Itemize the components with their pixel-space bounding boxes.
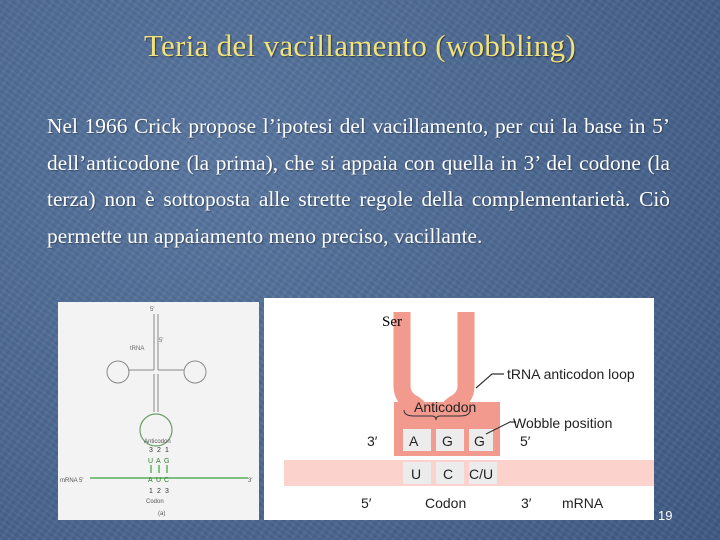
acceptor-stem [154,314,158,370]
label-5-right: 5′ [520,433,531,449]
label-3-left: 3′ [367,433,378,449]
codon-base-c: C [443,466,454,482]
label-anticodon: Anticodon [144,439,171,445]
slide-title: Teria del vacillamento (wobbling) [143,28,577,63]
codon-base-u: U [411,466,422,482]
trna-cloverleaf-figure [58,302,259,520]
label-anticodon: Anticodon [414,399,477,415]
codon-base-1: A [148,477,153,484]
base-pair-lines [151,465,167,473]
codon-number-3: 3 [165,488,169,495]
anticodon-number-3: 1 [165,447,169,454]
label-wobble-position: Wobble position [513,415,613,431]
label-trna: tRNA [130,346,145,352]
trna-stem-right [449,312,466,408]
codon-base-cu: C/U [469,466,494,482]
trna-cloverleaf-diagram [58,302,259,520]
label-codon: Codon [146,499,164,505]
label-mrna: mRNA 5′ [60,478,84,484]
anticodon-base-a: A [409,433,419,449]
label-5-bottom: 5′ [361,495,372,511]
label-3-bottom: 3′ [521,495,532,511]
anticodon-base-3: G [164,458,170,465]
codon-base-3: C [164,477,170,484]
label-5-inner: 5′ [159,338,164,344]
label-codon: Codon [425,495,467,511]
wobble-pairing-diagram [264,298,654,520]
anticodon-base-g1: G [442,433,453,449]
codon-number-1: 1 [149,488,153,495]
anticodon-base-2: A [156,458,161,465]
codon-number-2: 2 [157,488,161,495]
anticodon-base-g2: G [474,433,485,449]
slide-body-text: Nel 1966 Crick propose l’ipotesi del vacillamento, per cui la base in 5’ dell’anticodone (la prima), che si appaia con quella in 3’ del codone (la terza) non è sottoposta alle strette regole della complementarietà. Ciò permette un appaiamento meno preciso, vacillante. [47,114,670,248]
wobble-pairing-figure [264,298,654,520]
anticodon-number-1: 3 [149,447,153,454]
loop-pointer [476,374,504,388]
anticodon-stem [154,374,158,412]
page-number: 19 [658,508,673,523]
d-loop [107,361,129,383]
label-anticodon-loop: tRNA anticodon loop [507,366,635,382]
codon-base-2: U [156,477,162,484]
trna-stem-left [402,312,419,408]
label-5-top: 5′ [150,307,155,313]
t-loop [184,361,206,383]
anticodon-base-1: U [148,458,154,465]
anticodon-number-2: 2 [157,447,161,454]
label-3-right: 3′ [248,478,253,484]
label-mrna: mRNA [562,495,604,511]
label-a: (a) [158,511,166,517]
label-ser: Ser [382,314,402,330]
